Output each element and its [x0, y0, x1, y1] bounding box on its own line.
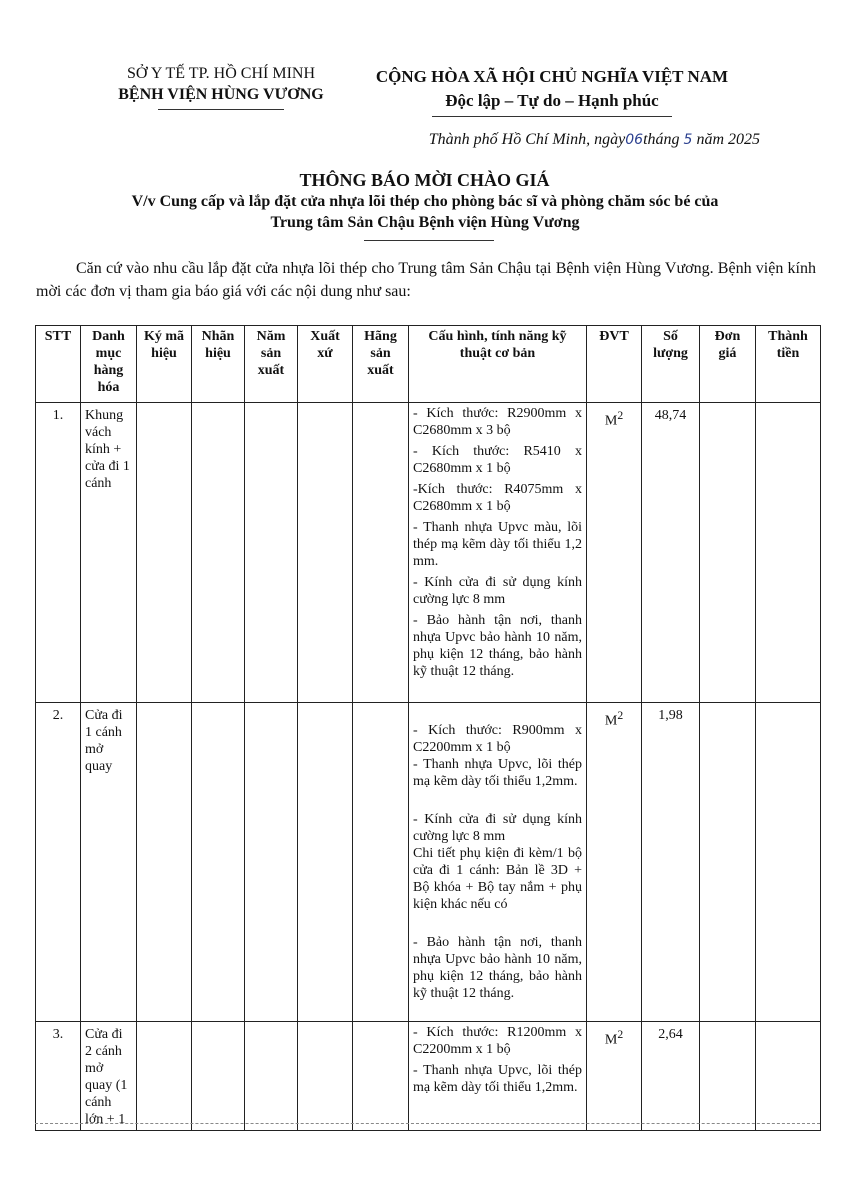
header-origin: Xuất xứ — [298, 326, 353, 403]
date-prefix: Thành phố Hồ Chí Minh, ngày — [428, 131, 626, 148]
row-origin — [298, 403, 353, 703]
row-unit-price — [700, 1022, 756, 1131]
row-model-code — [137, 1022, 192, 1131]
spec-line: - Kích thước: R1200mm x C2200mm x 1 bộ — [413, 1025, 582, 1057]
row-item-name: Khung vách kính + cửa đi 1 cánh — [81, 403, 137, 703]
row-unit — [587, 703, 642, 1022]
unit-exponent: 2 — [617, 709, 624, 722]
row-unit-price — [700, 403, 756, 703]
unit-exponent: 2 — [617, 1028, 624, 1041]
row-manufacturer — [353, 703, 409, 1022]
motto-underline — [432, 116, 672, 117]
row-production-year — [245, 703, 298, 1022]
row-brand — [192, 1022, 245, 1131]
table-header-row — [36, 326, 821, 403]
date-month-handwritten: 5 — [683, 132, 693, 148]
row-stt: 2. — [36, 703, 81, 1022]
row-stt: 1. — [36, 403, 81, 703]
row-origin — [298, 1022, 353, 1131]
row-production-year — [245, 403, 298, 703]
header-item-name: Danh mục hàng hóa — [81, 326, 137, 403]
table-row — [36, 703, 821, 1022]
spec-line: - Kích thước: R2900mm x C2680mm x 3 bộ — [413, 406, 582, 438]
subtitle-line-1: V/v Cung cấp và lắp đặt cửa nhựa lõi thép cho phòng bác sĩ và phòng chăm sóc bé của — [131, 193, 719, 210]
document-title: THÔNG BÁO MỜI CHÀO GIÁ — [299, 170, 550, 190]
header-quantity: Số lượng — [642, 326, 700, 403]
spec-line: - Kích thước: R900mm x C2200mm x 1 bộ - Thanh nhựa Upvc, lõi thép mạ kẽm dày tối thiểu 1,2mm. — [413, 723, 582, 789]
row-quantity: 48,74 — [642, 403, 700, 703]
row-specification — [409, 1022, 587, 1131]
items-table — [35, 325, 821, 1131]
header-unit: ĐVT — [587, 326, 642, 403]
spec-line: - Bảo hành tận nơi, thanh nhựa Upvc bảo hành 10 năm, phụ kiện 12 tháng, bảo hành kỹ thuật 12 tháng. — [413, 613, 582, 679]
row-manufacturer — [353, 1022, 409, 1131]
page-bottom-divider — [35, 1123, 820, 1124]
row-unit-price — [700, 703, 756, 1022]
unit-text: M — [604, 713, 618, 729]
header-manufacturer: Hãng sản xuất — [353, 326, 409, 403]
header-production-year: Năm sản xuất — [245, 326, 298, 403]
unit-exponent: 2 — [617, 409, 624, 422]
row-unit — [587, 403, 642, 703]
date-day-handwritten: 06 — [625, 132, 644, 148]
spec-line: - Thanh nhựa Upvc màu, lõi thép mạ kẽm dày tối thiểu 1,2 mm. — [413, 520, 582, 569]
table-row — [36, 1022, 821, 1131]
title-underline — [364, 240, 494, 241]
row-model-code — [137, 403, 192, 703]
header-model-code: Ký mã hiệu — [137, 326, 192, 403]
row-item-name: Cửa đi 2 cánh mở quay (1 cánh lớn + 1 — [81, 1022, 137, 1131]
row-origin — [298, 703, 353, 1022]
spec-line: - Bảo hành tận nơi, thanh nhựa Upvc bảo hành 10 năm, phụ kiện 12 tháng, bảo hành kỹ thuật 12 tháng. — [413, 935, 582, 1001]
header-specification: Cấu hình, tính năng kỹ thuật cơ bản — [409, 326, 587, 403]
date-month-word: tháng — [643, 131, 680, 148]
row-brand — [192, 703, 245, 1022]
header-unit-price: Đơn giá — [700, 326, 756, 403]
row-item-name: Cửa đi 1 cánh mở quay — [81, 703, 137, 1022]
document-subtitle — [60, 191, 790, 233]
unit-text: M — [604, 1032, 618, 1048]
table-row — [36, 403, 821, 703]
hospital-name: BỆNH VIỆN HÙNG VƯƠNG — [118, 86, 324, 103]
subtitle-line-2: Trung tâm Sản Chậu Bệnh viện Hùng Vương — [270, 214, 580, 231]
row-quantity: 2,64 — [642, 1022, 700, 1131]
row-specification — [409, 403, 587, 703]
unit-text: M — [604, 413, 618, 429]
row-total — [756, 703, 821, 1022]
issuer-underline — [158, 109, 284, 110]
row-specification — [409, 703, 587, 1022]
header-brand: Nhãn hiệu — [192, 326, 245, 403]
spec-line: -Kích thước: R4075mm x C2680mm x 1 bộ — [413, 482, 582, 514]
row-quantity: 1,98 — [642, 703, 700, 1022]
header-total: Thành tiền — [756, 326, 821, 403]
row-production-year — [245, 1022, 298, 1131]
row-stt: 3. — [36, 1022, 81, 1131]
issue-date — [340, 131, 760, 149]
national-header — [352, 65, 752, 117]
national-motto: Độc lập – Tự do – Hạnh phúc — [445, 91, 659, 110]
row-manufacturer — [353, 403, 409, 703]
row-brand — [192, 403, 245, 703]
spec-line: - Thanh nhựa Upvc, lõi thép mạ kẽm dày tối thiểu 1,2mm. — [413, 1063, 582, 1095]
country-name: CỘNG HÒA XÃ HỘI CHỦ NGHĨA VIỆT NAM — [375, 67, 729, 86]
issuer-block — [96, 63, 346, 110]
row-unit — [587, 1022, 642, 1131]
spec-line: - Kính cửa đi sử dụng kính cường lực 8 mm Chi tiết phụ kiện đi kèm/1 bộ cửa đi 1 cánh: Bản lề 3D + Bộ khóa + Bộ tay nắm + phụ kiện khác nếu có — [413, 812, 582, 912]
header-stt: STT — [36, 326, 81, 403]
date-year: năm 2025 — [696, 131, 760, 148]
spec-line: - Kích thước: R5410 x C2680mm x 1 bộ — [413, 444, 582, 476]
row-model-code — [137, 703, 192, 1022]
row-total — [756, 1022, 821, 1131]
spec-line: - Kính cửa đi sử dụng kính cường lực 8 mm — [413, 575, 582, 607]
row-total — [756, 403, 821, 703]
intro-paragraph: Căn cứ vào nhu cầu lắp đặt cửa nhựa lõi thép cho Trung tâm Sản Chậu tại Bệnh viện Hùng Vương. Bệnh viện kính mời các đơn vị tham gia báo giá với các nội dung như sau: — [36, 260, 816, 300]
agency-name: SỞ Y TẾ TP. HỒ CHÍ MINH — [126, 65, 315, 82]
